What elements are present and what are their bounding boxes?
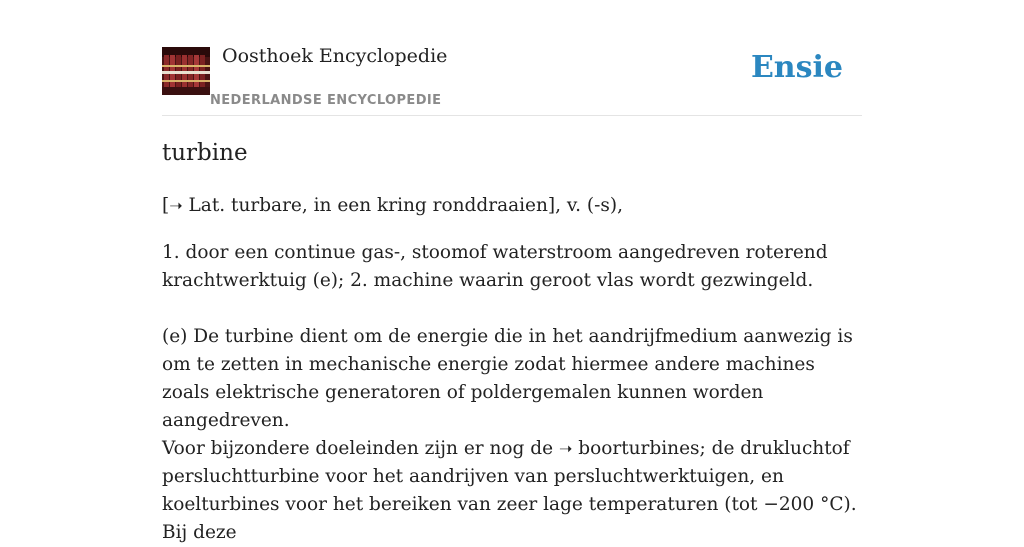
etymology	[162, 192, 862, 220]
paragraph-3-before: Voor bijzondere doeleinden zijn er nog de	[162, 438, 559, 459]
arrow-link[interactable]: ➝	[169, 196, 183, 215]
paragraph-2: (e) De turbine dient om de energie die in het aandrijfmedium aanwezig is om te zetten in mechanische energie zodat hiermee andere machines zoals elektrische generatoren of poldergemalen kunnen worden aangedreven.	[162, 326, 853, 431]
brand-logo[interactable]: Ensie	[750, 50, 843, 85]
arrow-link[interactable]: ➝	[558, 439, 573, 458]
paragraph-3	[162, 435, 862, 547]
header-divider	[162, 115, 862, 116]
entry-title: turbine	[162, 140, 248, 166]
page	[162, 0, 862, 543]
site-subtitle: NEDERLANDSE ENCYCLOPEDIE	[210, 93, 442, 108]
definition: 1. door een continue gas-, stoomof waterstroom aangedreven roterend krachtwerktuig (e); 2. machine waarin geroot vlas wordt gezwingeld.	[162, 242, 828, 291]
etymology-open: [	[162, 195, 170, 216]
encyclopedia-books-icon	[162, 47, 210, 95]
avatar[interactable]	[162, 47, 210, 95]
site-title[interactable]: Oosthoek Encyclopedie	[222, 45, 448, 67]
etymology-text: Lat. turbare, in een kring ronddraaien], v. (-s),	[182, 195, 623, 216]
paragraph-3-after: boorturbines; de drukluchtof persluchtturbine voor het aandrijven van persluchtwerktuigen, en koelturbines voor het bereiken van zeer lage temperaturen (tot −200 °C). Bij deze	[162, 438, 857, 543]
